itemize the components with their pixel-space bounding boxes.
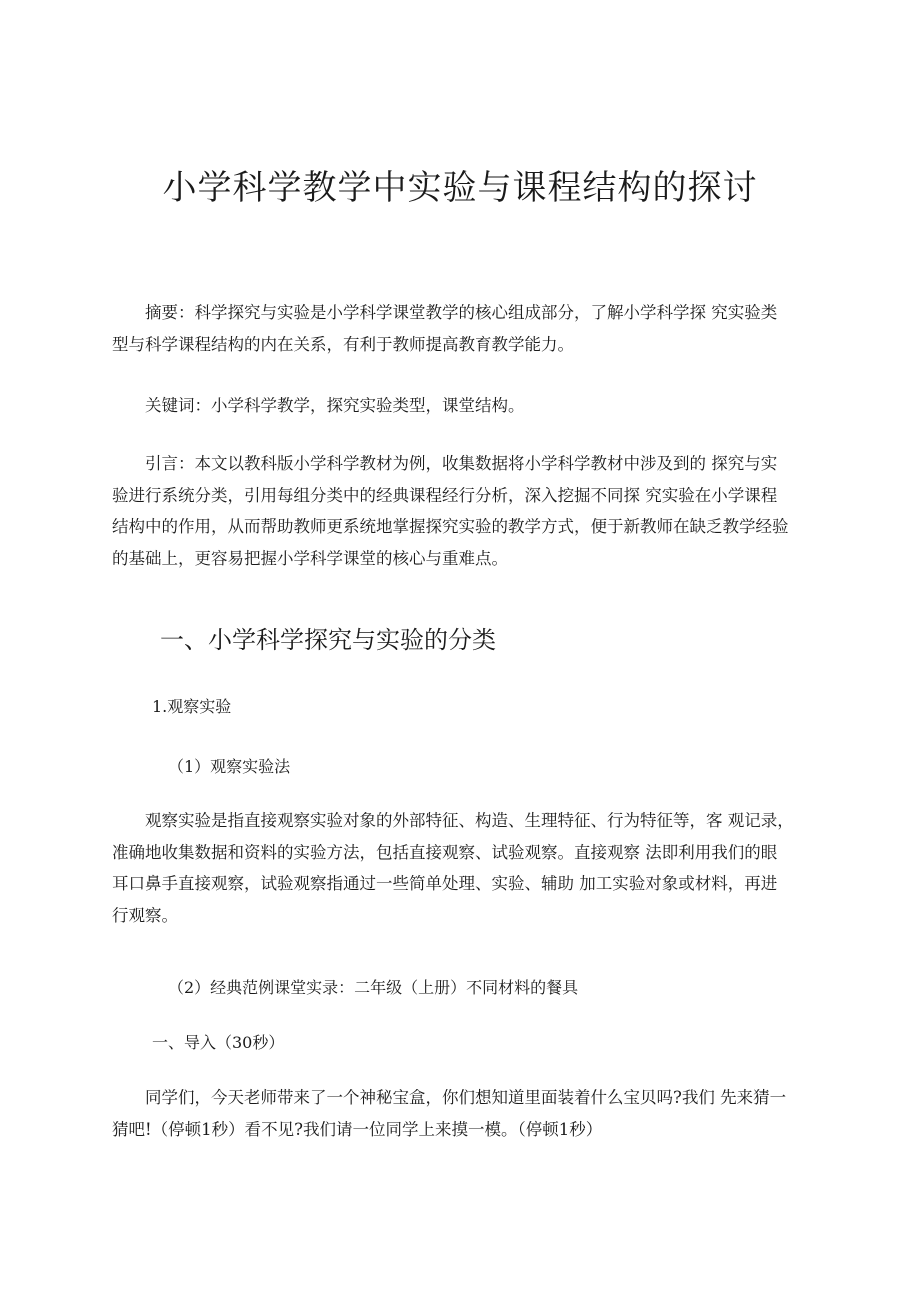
observation-line: 观察实验是指直接观察实验对象的外部特征、构造、生理特征、行为特征等，客 观记录，: [145, 811, 794, 830]
keywords-paragraph: 关键词：小学科学教学，探究实验类型，课堂结构。: [145, 396, 525, 415]
observation-line: 耳口鼻手直接观察，试验观察指通过一些简单处理、实验、辅助 加工实验对象或材料，再进: [112, 874, 778, 893]
example-heading: （2）经典范例课堂实录：二年级（上册）不同材料的餐具: [168, 978, 579, 997]
intro-line: 引言：本文以教科版小学科学教材为例，收集数据将小学科学教材中涉及到的 探究与实: [145, 454, 778, 473]
document-title: 小学科学教学中实验与课程结构的探讨: [162, 168, 758, 208]
observation-paragraph: [112, 805, 812, 931]
abstract-line: 型与科学课程结构的内在关系，有利于教师提高教育教学能力。: [112, 334, 574, 354]
dialogue-line: 同学们，今天老师带来了一个神秘宝盒，你们想知道里面装着什么宝贝吗?我们 先来猜一: [145, 1088, 787, 1107]
abstract-paragraph: [112, 297, 812, 360]
observation-line: 行观察。: [112, 905, 178, 925]
intro-line: 验进行系统分类，引用每组分类中的经典课程经行分析，深入挖掘不同探 究实验在小学课程: [112, 485, 778, 505]
dialogue-paragraph: [112, 1082, 812, 1145]
item-heading: （1）观察实验法: [168, 757, 291, 776]
abstract-line: 摘要：科学探究与实验是小学科学课堂教学的核心组成部分，了解小学科学探 究实验类: [145, 303, 778, 322]
observation-line: 准确地收集数据和资料的实验方法，包括直接观察、试验观察。直接观察 法即利用我们的眼: [112, 842, 778, 862]
subsection-heading: 1.观察实验: [152, 697, 232, 716]
intro-line: 结构中的作用，从而帮助教师更系统地掌握探究实验的教学方式，便于新教师在缺乏教学经验: [112, 517, 789, 536]
step-heading: 一、导入（30秒）: [152, 1033, 285, 1052]
intro-line: 的基础上，更容易把握小学科学课堂的核心与重难点。: [112, 548, 508, 568]
section-heading: 一、小学科学探究与实验的分类: [160, 626, 496, 654]
dialogue-line: 猜吧!（停顿1秒）看不见?我们请一位同学上来摸一模。（停顿1秒）: [112, 1119, 603, 1139]
intro-paragraph: [112, 448, 812, 574]
